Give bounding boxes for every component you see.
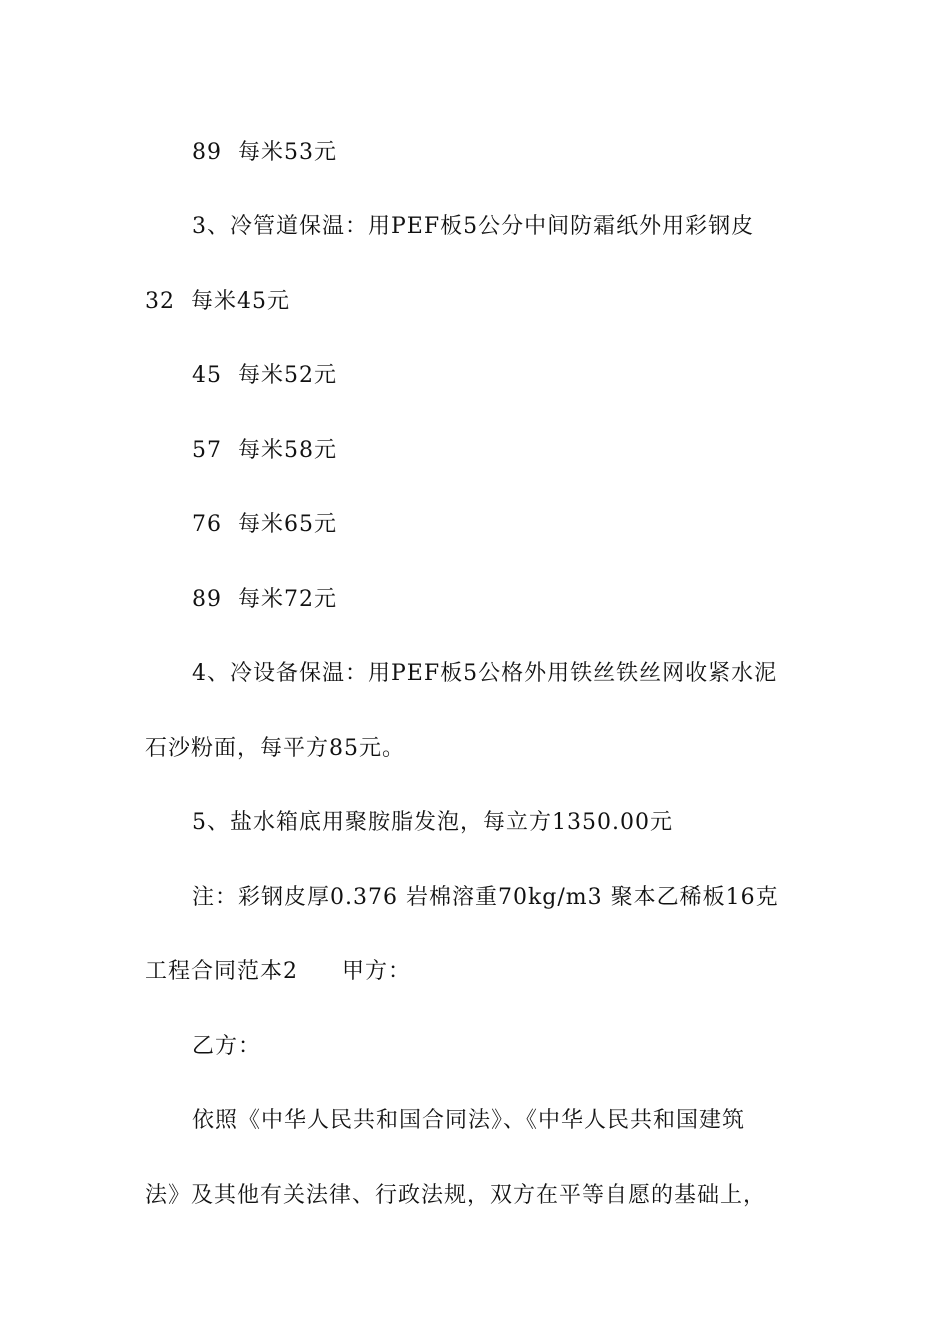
text-line: 3、冷管道保温：用PEF板5公分中间防霜纸外用彩钢皮 bbox=[192, 214, 755, 239]
text-line: 45 每米52元 bbox=[192, 363, 337, 388]
text-line: 32 每米45元 bbox=[145, 289, 290, 314]
text-line: 石沙粉面，每平方85元。 bbox=[145, 736, 405, 761]
text-line: 4、冷设备保温：用PEF板5公格外用铁丝铁丝网收紧水泥 bbox=[192, 661, 778, 686]
text-line: 89 每米53元 bbox=[192, 140, 337, 165]
heading-line bbox=[145, 957, 411, 987]
text-line: 依照《中华人民共和国合同法》、《中华人民共和国建筑 bbox=[192, 1108, 746, 1133]
heading-title: 工程合同范本2 bbox=[145, 959, 298, 984]
text-line: 76 每米65元 bbox=[192, 512, 337, 537]
text-line: 5、盐水箱底用聚胺脂发泡，每立方1350.00元 bbox=[192, 810, 673, 835]
text-line: 89 每米72元 bbox=[192, 587, 337, 612]
text-line: 57 每米58元 bbox=[192, 438, 337, 463]
text-line: 法》及其他有关法律、行政法规，双方在平等自愿的基础上， bbox=[145, 1183, 767, 1208]
party-a-label: 甲方： bbox=[342, 959, 412, 984]
text-line: 乙方： bbox=[192, 1034, 262, 1059]
text-line: 注：彩钢皮厚0.376 岩棉溶重70kg/m3 聚本乙稀板16克 bbox=[192, 885, 779, 910]
